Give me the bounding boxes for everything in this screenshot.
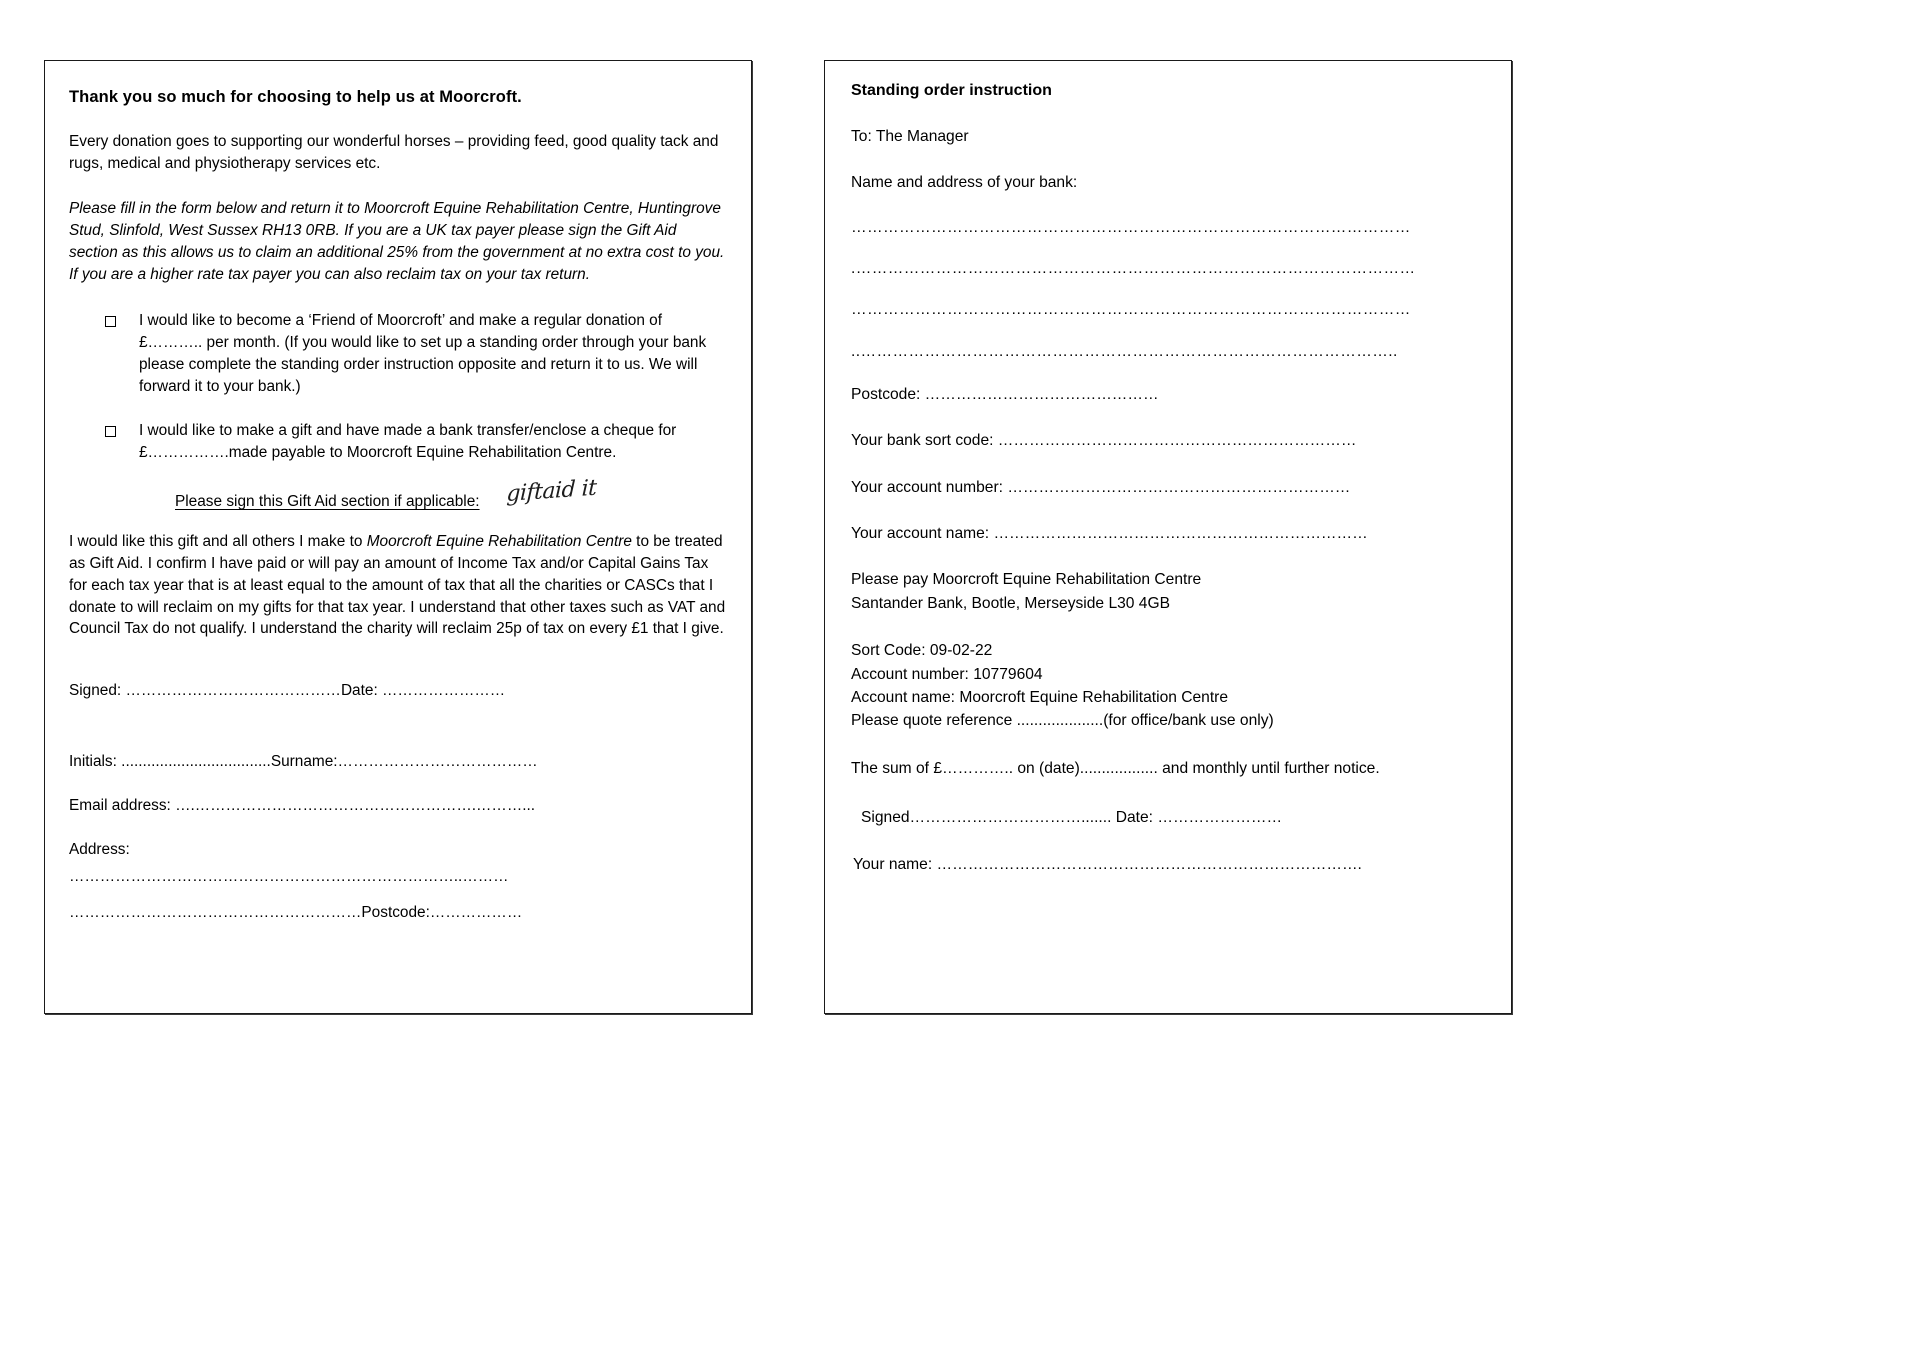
donation-option-gift[interactable] [69,420,729,464]
giftaid-logo: giftaid it [505,475,597,507]
giftaid-heading-row [69,475,729,511]
donation-options-list [69,310,729,464]
spacer [69,725,729,751]
account-number-field[interactable]: Your account number: ………………………………………………………… [851,478,1351,496]
giftaid-section-label: Please sign this Gift Aid section if applicable: [175,492,480,510]
bank-postcode-field[interactable]: Postcode: ……………………………………… [851,385,1159,403]
declaration-suffix: to be treated as Gift Aid. I confirm I have paid or will pay an amount of Income Tax and/or Capital Gains Tax for each tax year that is at least equal to the amount of tax that all the charities or CASCs that I donate to will reclaim on my gifts for that tax year. I understand that other taxes such as VAT and Council Tax do not qualify. I understand the charity will reclaim 25p of tax on every £1 that I give. [69,532,726,638]
quote-reference-field[interactable]: Please quote reference ....................(for office/bank use only) [851,712,1274,730]
sum-amount-field[interactable]: The sum of £………….. on (date).................. and monthly until further notice. [851,759,1380,777]
checkbox-icon[interactable] [105,316,116,327]
address-line-1-field[interactable]: …………………………………………………………………..……… [69,867,509,885]
payee-account-block [851,639,1493,733]
bank-address-label: Name and address of your bank: [851,174,1078,192]
signed-date-field[interactable]: Signed: ……………………………………Date: …………………… [69,682,506,700]
payee-name-line: Please pay Moorcroft Equine Rehabilitation Centre [851,571,1202,589]
bank-address-line-2[interactable]: .…………………………………………………………………………………………… [851,260,1416,278]
payee-account-name: Account name: Moorcroft Equine Rehabilitation Centre [851,688,1229,706]
standing-order-content [825,61,1511,876]
bank-sort-code-field[interactable]: Your bank sort code: …………………………………………………………… [851,432,1357,450]
payee-account-number: Account number: 10779604 [851,665,1043,683]
payee-sort-code: Sort Code: 09-02-22 [851,642,993,660]
email-address-field[interactable]: Email address: ….……………………………………………….………... [69,797,536,814]
page-title: Thank you so much for choosing to help us at Moorcroft. [69,88,522,106]
intro-paragraph: Every donation goes to supporting our wonderful horses – providing feed, good quality tack and rugs, medical and physiotherapy services etc. [69,132,719,172]
payee-bank-line: Santander Bank, Bootle, Merseyside L30 4GB [851,594,1170,612]
donation-option-label: I would like to become a ‘Friend of Moorcroft’ and make a regular donation of £……….. per month. (If you would like to set up a standing order through your bank please complete the standing order instruction opposite and return it to us. We will forward it to your bank.) [139,311,707,395]
instruction-paragraph: Please fill in the form below and return it to Moorcroft Equine Rehabilitation Centre, Huntingrove Stud, Slinfold, West Sussex RH13 0RB. If you are a UK tax payer please sign the Gift Aid section as this allows us to claim an additional 25% from the government at no extra cost to you. If you are a higher rate tax payer you can also reclaim tax on your tax return. [69,200,725,283]
initials-surname-field[interactable]: Initials: ...................................Surname:………………………………… [69,752,538,770]
donation-option-friend[interactable] [69,310,729,398]
declaration-charity-name: Moorcroft Equine Rehabilitation Centre [366,532,632,550]
your-name-field[interactable]: Your name: ………………………………………………………………………. [853,855,1362,873]
standing-order-panel [824,60,1512,1014]
signed-date-field[interactable]: Signed……………………………....... Date: …………………… [861,809,1283,827]
donation-form-content [45,61,751,924]
giftaid-declaration [69,531,729,640]
spacer [69,664,729,680]
bank-address-line-4[interactable]: ..……………………………………………………………………………………….. [851,342,1398,360]
declaration-prefix: I would like this gift and all others I make to [69,532,367,550]
account-name-field[interactable]: Your account name: ……………………………………………………………… [851,525,1368,543]
donation-option-label: I would like to make a gift and have made a bank transfer/enclose a cheque for £…………….made payable to Moorcroft Equine Rehabilitation Centre. [139,421,677,461]
standing-order-title: Standing order instruction [851,82,1052,99]
to-manager-line: To: The Manager [851,128,969,145]
donation-form-panel [44,60,752,1014]
checkbox-icon[interactable] [105,426,116,437]
payee-details-block [851,568,1493,615]
bank-address-line-1[interactable]: …………………………………………………………………………………………… [851,218,1411,236]
address-label: Address: [69,841,130,859]
address-postcode-field[interactable]: …………………………………………………Postcode:……………… [69,903,523,921]
bank-address-line-3[interactable]: …………………………………………………………………………………………… [851,301,1411,319]
